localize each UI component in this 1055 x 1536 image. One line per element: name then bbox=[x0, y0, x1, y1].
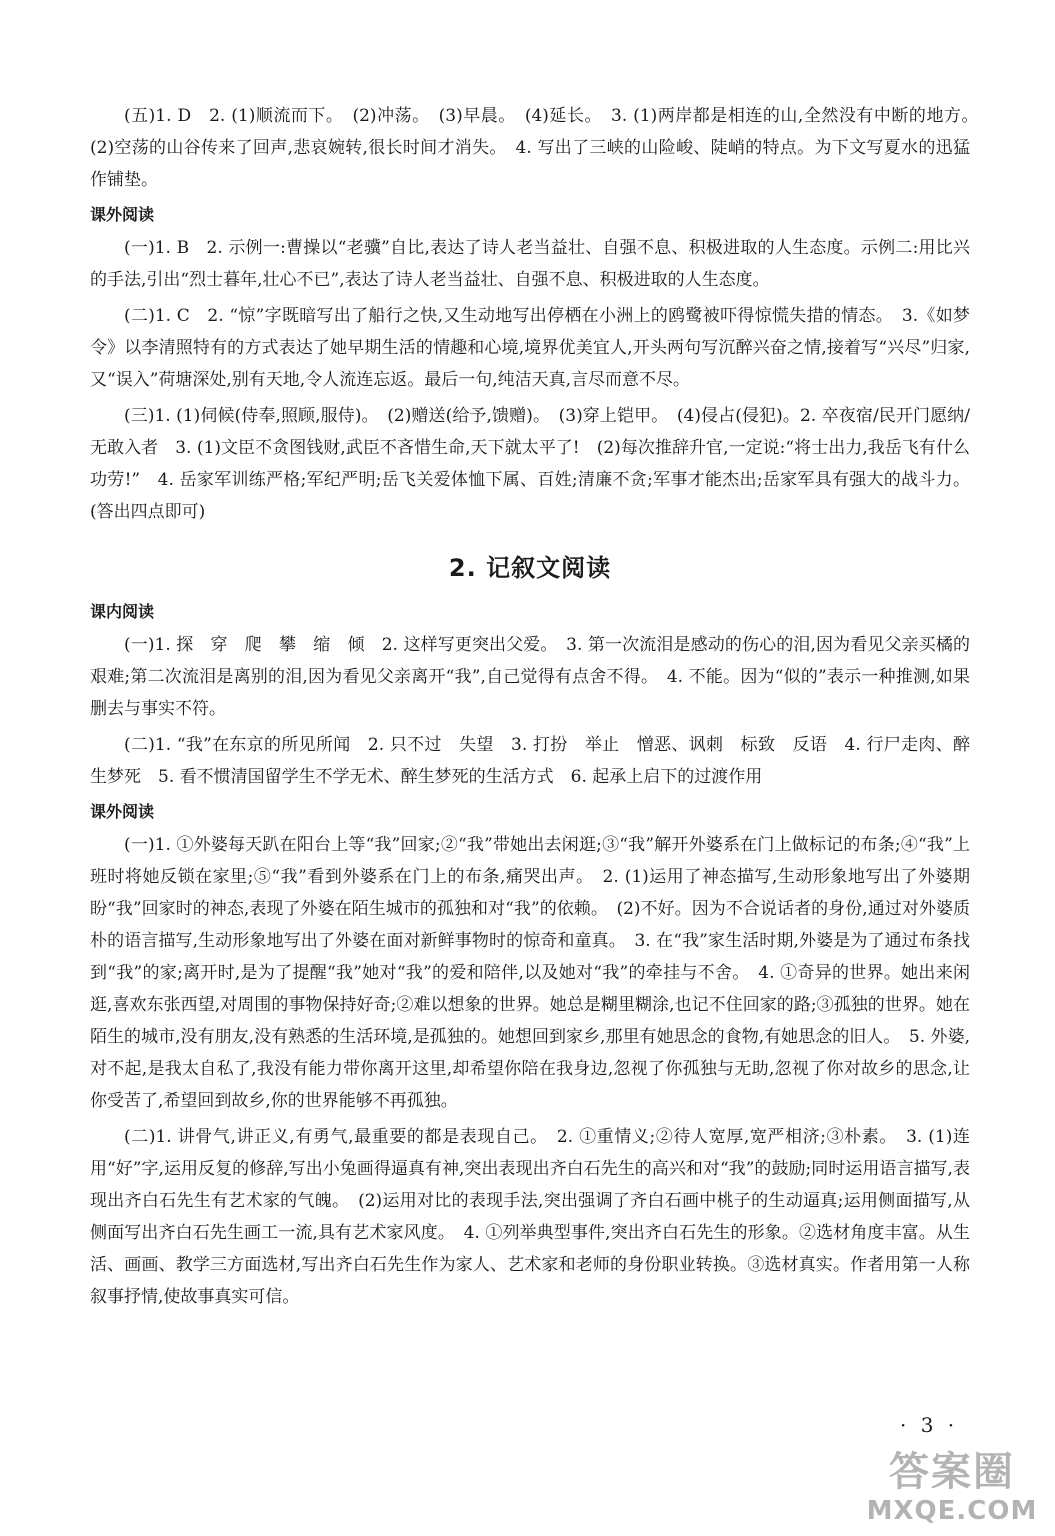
answer-paragraph-wu: (五)1. D 2. (1)顺流而下。 (2)冲荡。 (3)早晨。 (4)延长。 3. (1)两岸都是相连的山,全然没有中断的地方。 (2)空荡的山谷传来了回声,悲哀婉转,很长时间才消失。 4. 写出了三峡的山险峻、陡峭的特点。为下文写夏水的迅猛作铺垫。 bbox=[90, 106, 987, 190]
section-label-extracurricular: 课外阅读 bbox=[90, 205, 155, 224]
watermark-line1: 答案圈 bbox=[889, 1449, 1015, 1495]
chapter-heading: 2. 记叙文阅读 bbox=[448, 554, 612, 582]
answer-paragraph-in-class-1: (一)1. 探 穿 爬 攀 缩 倾 2. 这样写更突出父爱。 3. 第一次流泪是感动的伤心的泪,因为看见父亲买橘的艰难;第二次流泪是离别的泪,因为看见父亲离开“我”,自己觉得有点舍不得。 4. 不能。因为“似的”表示一种推测,如果删去与事实不符。 bbox=[90, 635, 970, 719]
page-number: · 3 · bbox=[900, 1413, 959, 1437]
watermark-line2: MXQE.COM bbox=[866, 1496, 1038, 1526]
answer-paragraph-in-class-2: (二)1. “我”在东京的所见所闻 2. 只不过 失望 3. 打扮 举止 憎恶、讽刺 标致 反语 4. 行尸走肉、醉生梦死 5. 看不惯清国留学生不学无术、醉生梦死的生活方式 6. 起承上启下的过渡作用 bbox=[90, 735, 970, 787]
answer-paragraph-2: (二)1. C 2. “惊”字既暗写出了船行之快,又生动地写出停栖在小洲上的鸥鹭被吓得惊慌失措的情态。 3.《如梦令》以李清照特有的方式表达了她早期生活的情趣和心境,境界优美宜人,开头两句写沉醉兴奋之情,接着写“兴尽”归家,又“误入”荷塘深处,别有天地,令人流连忘返。最后一句,纯洁天真,言尽而意不尽。 bbox=[90, 306, 970, 390]
answer-paragraph-1: (一)1. B 2. 示例一:曹操以“老骥”自比,表达了诗人老当益壮、自强不息、积极进取的人生态度。示例二:用比兴的手法,引出“烈士暮年,壮心不已”,表达了诗人老当益壮、自强不息、积极进取的人生态度。 bbox=[90, 238, 970, 290]
answer-paragraph-extra-1: (一)1. ①外婆每天趴在阳台上等“我”回家;②“我”带她出去闲逛;③“我”解开外婆系在门上做标记的布条;④“我”上班时将她反锁在家里;⑤“我”看到外婆系在门上的布条,痛哭出声。 2. (1)运用了神态描写,生动形象地写出了外婆期盼“我”回家时的神态,表现了外婆在陌生城市的孤独和对“我”的依赖。 (2)不好。因为不合说话者的身份,通过对外婆质朴的语言描写,生动形象地写出了外婆在面对新鲜事物时的惊奇和童真。 3. 在“我”家生活时期,外婆是为了通过布条找到“我”的家;离开时,是为了提醒“我”她对“我”的爱和陪伴,以及她对“我”的牵挂与不舍。 4. ①奇异的世界。她出来闲逛,喜欢东张西望,对周围的事物保持好奇;②难以想象的世界。她总是糊里糊涂,也记不住回家的路;③孤独的世界。她在陌生的城市,没有朋友,没有熟悉的生活环境,是孤独的。她想回到家乡,那里有她思念的食物,有她思念的旧人。 5. 外婆,对不起,是我太自私了,我没有能力带你离开这里,却希望你陪在我身边,忽视了你孤独与无助,忽视了你对故乡的思念,让你受苦了,希望回到故乡,你的世界能够不再孤独。 bbox=[90, 835, 970, 1111]
section-label-extracurricular-2: 课外阅读 bbox=[90, 802, 155, 821]
section-label-in-class: 课内阅读 bbox=[90, 602, 155, 621]
answer-paragraph-extra-2: (二)1. 讲骨气,讲正义,有勇气,最重要的都是表现自己。 2. ①重情义;②待人宽厚,宽严相济;③朴素。 3. (1)连用“好”字,运用反复的修辞,写出小兔画得逼真有神,突出表现出齐白石先生的高兴和对“我”的鼓励;同时运用语言描写,表现出齐白石先生有艺术家的气魄。 (2)运用对比的表现手法,突出强调了齐白石画中桃子的生动逼真;运用侧面描写,从侧面写出齐白石先生画工一流,具有艺术家风度。 4. ①列举典型事件,突出齐白石先生的形象。②选材角度丰富。从生活、画画、教学三方面选材,写出齐白石先生作为家人、艺术家和老师的身份职业转换。③选材真实。作者用第一人称叙事抒情,使故事真实可信。 bbox=[90, 1127, 970, 1307]
watermark-logo bbox=[852, 1448, 1052, 1534]
answer-paragraph-3: (三)1. (1)伺候(侍奉,照顾,服侍)。 (2)赠送(给予,馈赠)。 (3)穿上铠甲。 (4)侵占(侵犯)。2. 卒夜宿/民开门愿纳/无敢入者 3. (1)文臣不贪图钱财,武臣不吝惜生命,天下就太平了! (2)每次推辞升官,一定说:“将士出力,我岳飞有什么功劳!” 4. 岳家军训练严格;军纪严明;岳飞关爱体恤下属、百姓;清廉不贪;军事才能杰出;岳家军具有强大的战斗力。(答出四点即可) bbox=[90, 406, 970, 522]
answer-page bbox=[90, 100, 987, 1317]
